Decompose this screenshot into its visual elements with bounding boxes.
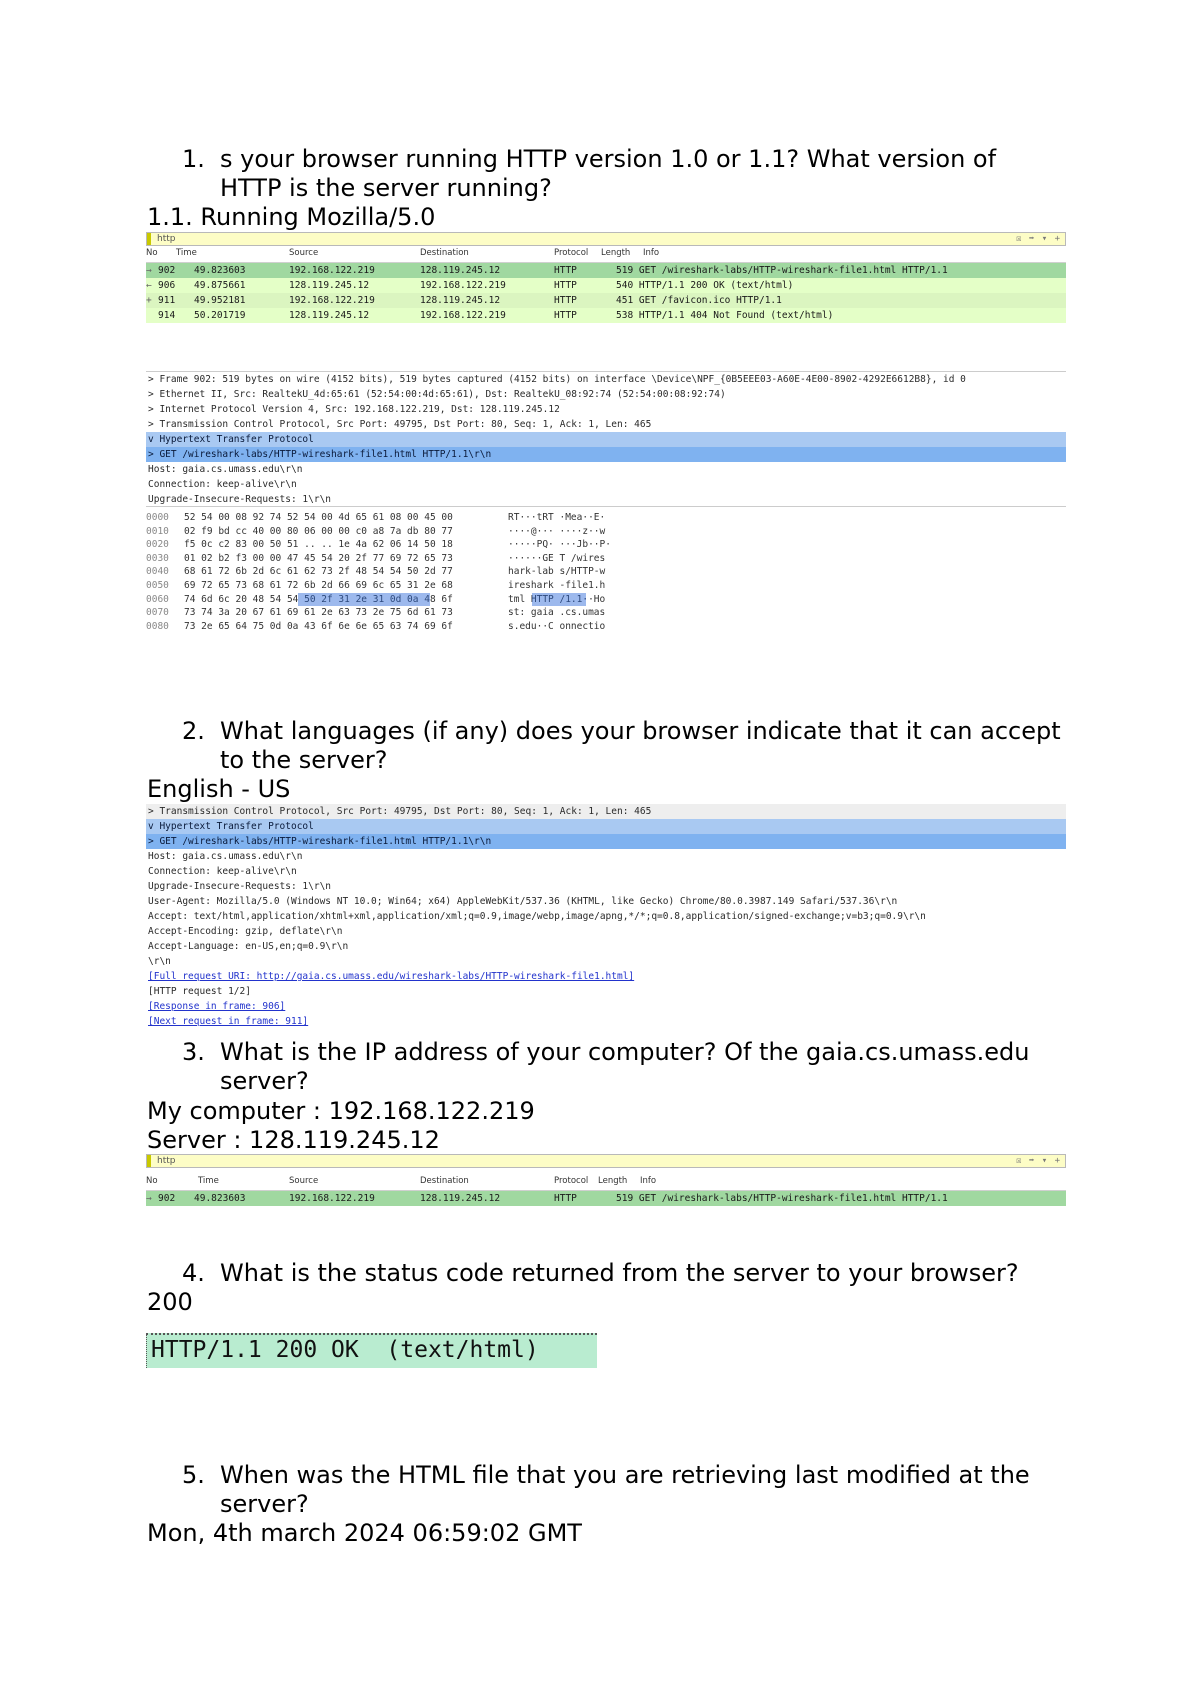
wireshark-screenshot-1	[146, 232, 1066, 662]
question-text: s your browser running HTTP version 1.0 or 1.1? What version of HTTP is the server running?	[220, 145, 997, 202]
response-arrow-icon: ←	[146, 280, 152, 291]
answer-5: Mon, 4th march 2024 06:59:02 GMT	[147, 1519, 582, 1547]
question-number: 4.	[182, 1259, 205, 1287]
full-request-uri-link[interactable]: [Full request URI: http://gaia.cs.umass.edu/wireshark-labs/HTTP-wireshark-file1.html]	[148, 971, 635, 982]
filter-buttons-icon: ☒ ➡ ▾ +	[1016, 1156, 1061, 1166]
col-destination: Destination	[420, 248, 469, 258]
question-3	[182, 1038, 1062, 1096]
display-filter-text: http	[157, 1156, 176, 1166]
hex-row: 0000 52 54 00 08 92 74 52 54 00 4d 65 61 08 00 45 00 RT···tRT ·Mea··E·	[146, 512, 606, 523]
detail-line: > GET /wireshark-labs/HTTP-wireshark-file1.html HTTP/1.1\r\n	[146, 834, 1066, 849]
question-2	[182, 717, 1062, 775]
answer-4: 200	[147, 1288, 193, 1316]
detail-line: \r\n	[148, 956, 171, 967]
col-no: No	[146, 248, 158, 258]
related-packet-icon: +	[146, 295, 152, 306]
question-number: 2.	[182, 717, 205, 745]
question-text: What languages (if any) does your browser indicate that it can accept to the server?	[220, 717, 1061, 774]
detail-line: Host: gaia.cs.umass.edu\r\n	[148, 464, 303, 475]
col-length: Length	[601, 248, 631, 258]
hex-row: 0080 73 2e 65 64 75 0d 0a 43 6f 6e 6e 65 63 74 69 6f s.edu··C onnectio	[146, 620, 606, 632]
accept-language-line: Accept-Language: en-US,en;q=0.9\r\n	[148, 941, 349, 952]
answer-3-computer: My computer : 192.168.122.219	[147, 1097, 535, 1125]
packet-row: → 902 49.823603 192.168.122.219 128.119.245.12 HTTP 519 GET /wireshark-labs/HTTP-wireshark-file1.html HTTP/1.1	[146, 263, 1066, 278]
hex-selection-highlight	[298, 593, 430, 606]
detail-line: Accept-Encoding: gzip, deflate\r\n	[148, 926, 343, 937]
detail-line: Host: gaia.cs.umass.edu\r\n	[148, 851, 303, 862]
filter-bookmark-icon	[147, 233, 151, 245]
col-info: Info	[643, 248, 660, 258]
filter-buttons-icon: ☒ ➡ ▾ +	[1016, 234, 1061, 244]
question-1	[182, 145, 1062, 203]
detail-line: v Hypertext Transfer Protocol	[146, 819, 1066, 834]
question-number: 1.	[182, 145, 205, 173]
detail-line: User-Agent: Mozilla/5.0 (Windows NT 10.0; Win64; x64) AppleWebKit/537.36 (KHTML, like Gecko) Chrome/80.0.3987.149 Safari/537.36\r\n	[148, 896, 898, 907]
wireshark-screenshot-3	[146, 1154, 1066, 1208]
display-filter-bar	[146, 232, 1066, 246]
col-source: Source	[289, 248, 319, 258]
packet-row: → 902 49.823603 192.168.122.219 128.119.245.12 HTTP 519 GET /wireshark-labs/HTTP-wireshark-file1.html HTTP/1.1	[146, 1191, 1066, 1206]
request-arrow-icon: →	[146, 1193, 152, 1204]
question-4	[182, 1259, 1062, 1288]
hex-row: 0070 73 74 3a 20 67 61 69 61 2e 63 73 2e 75 6d 61 73 st: gaia .cs.umas	[146, 607, 606, 619]
hex-row: 0010 02 f9 bd cc 40 00 80 06 00 00 c0 a8 7a db 80 77 ····@··· ····z··w	[146, 525, 606, 537]
packet-bytes-pane	[146, 506, 1066, 633]
packet-row: 914 50.201719 128.119.245.12 192.168.122.219 HTTP 538 HTTP/1.1 404 Not Found (text/html)	[146, 308, 1066, 323]
packet-details-pane	[146, 371, 1066, 506]
hex-row-highlighted: 0060 74 6d 6c 20 48 54 54 50 2f 31 2e 31 0d 0a 48 6f tml HTTP /1.1··Ho	[146, 593, 606, 605]
packet-list-header: No Time Source Destination Protocol Length Info	[146, 1174, 1066, 1191]
question-text: What is the status code returned from the server to your browser?	[220, 1259, 1019, 1287]
wireshark-screenshot-2	[146, 804, 1066, 1036]
question-number: 5.	[182, 1461, 205, 1489]
detail-line: Connection: keep-alive\r\n	[148, 866, 297, 877]
hex-row: 0020 f5 0c c2 83 00 50 51 .. .. 1e 4a 62 06 14 50 18 ·····PQ· ···Jb··P·	[146, 539, 611, 551]
detail-line: Connection: keep-alive\r\n	[148, 479, 297, 490]
packet-list-header	[146, 246, 1066, 263]
ascii-selection-highlight	[532, 593, 586, 606]
display-filter-text: http	[157, 234, 176, 244]
display-filter-bar	[146, 1154, 1066, 1168]
filter-bookmark-icon	[147, 1155, 151, 1167]
question-number: 3.	[182, 1038, 205, 1066]
packet-row: + 911 49.952181 192.168.122.219 128.119.245.12 HTTP 451 GET /favicon.ico HTTP/1.1	[146, 293, 1066, 308]
detail-line: > Frame 902: 519 bytes on wire (4152 bits), 519 bytes captured (4152 bits) on interface \Device\NPF_{0B5EEE03-A60E-4E00-8902-4292E6612B8}, id 0	[148, 374, 966, 385]
detail-line: v Hypertext Transfer Protocol	[146, 432, 1066, 447]
answer-1: 1.1. Running Mozilla/5.0	[147, 203, 436, 231]
detail-line: Upgrade-Insecure-Requests: 1\r\n	[148, 494, 332, 505]
question-text: When was the HTML file that you are retrieving last modified at the server?	[220, 1461, 1030, 1518]
detail-line: Accept: text/html,application/xhtml+xml,application/xml;q=0.9,image/webp,image/apng,*/*;q=0.8,application/signed-exchange;v=b3;q=0.9\r\n	[148, 911, 926, 922]
col-protocol: Protocol	[554, 248, 589, 258]
detail-line: [HTTP request 1/2]	[148, 986, 251, 997]
answer-3-server: Server : 128.119.245.12	[147, 1126, 440, 1154]
next-request-link[interactable]: [Next request in frame: 911]	[148, 1016, 309, 1027]
detail-line: > Ethernet II, Src: RealtekU_4d:65:61 (52:54:00:4d:65:61), Dst: RealtekU_08:92:74 (52:54:00:08:92:74)	[148, 389, 726, 400]
hex-row: 0040 68 61 72 6b 2d 6c 61 62 73 2f 48 54 54 50 2d 77 hark-lab s/HTTP-w	[146, 566, 606, 578]
request-arrow-icon: →	[146, 265, 152, 276]
detail-line: > Transmission Control Protocol, Src Port: 49795, Dst Port: 80, Seq: 1, Ack: 1, Len: 465	[148, 419, 652, 430]
detail-line: > GET /wireshark-labs/HTTP-wireshark-file1.html HTTP/1.1\r\n	[146, 447, 1066, 462]
detail-line: > Internet Protocol Version 4, Src: 192.168.122.219, Dst: 128.119.245.12	[148, 404, 560, 415]
packet-list-empty-space	[146, 323, 1066, 371]
detail-line: > Transmission Control Protocol, Src Port: 49795, Dst Port: 80, Seq: 1, Ack: 1, Len: 465	[146, 804, 1066, 819]
answer-2: English - US	[147, 775, 291, 803]
hex-row: 0030 01 02 b2 f3 00 00 47 45 54 20 2f 77 69 72 65 73 ······GE T /wires	[146, 552, 606, 564]
packet-row: ← 906 49.875661 128.119.245.12 192.168.122.219 HTTP 540 HTTP/1.1 200 OK (text/html)	[146, 278, 1066, 293]
hex-row: 0050 69 72 65 73 68 61 72 6b 2d 66 69 6c 65 31 2e 68 ireshark -file1.h	[146, 579, 606, 591]
question-text: What is the IP address of your computer? Of the gaia.cs.umass.edu server?	[220, 1038, 1030, 1095]
detail-line: Upgrade-Insecure-Requests: 1\r\n	[148, 881, 332, 892]
question-5	[182, 1461, 1062, 1519]
status-line-screenshot: HTTP/1.1 200 OK (text/html)	[146, 1333, 597, 1368]
response-frame-link[interactable]: [Response in frame: 906]	[148, 1001, 286, 1012]
col-time: Time	[176, 248, 197, 258]
